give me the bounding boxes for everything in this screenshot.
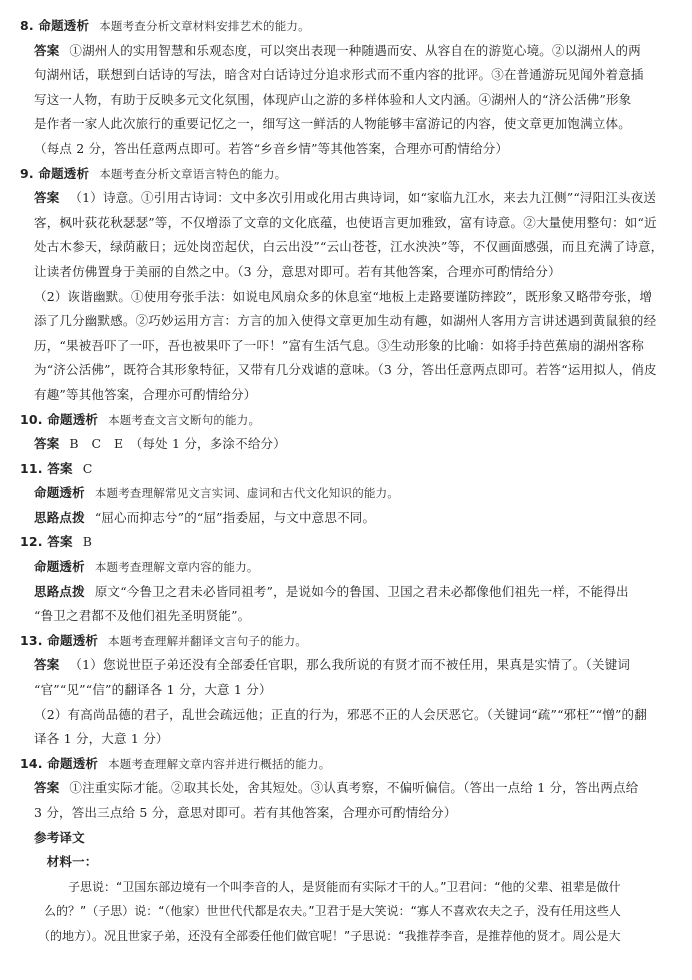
body-text: “屈心而抑志兮”的“屈”指委屈，与文中意思不同。	[94, 509, 376, 525]
body-text: 写这一人物，有助于反映多元文化氛围，体现庐山之游的多样体验和人文内涵。④湖州人的“济公活佛”形象	[34, 91, 632, 107]
text-line	[20, 653, 674, 678]
text-line	[20, 260, 674, 285]
body-text: 让读者仿佛置身于美丽的自然之中。（3 分，意思对即可。若有其他答案，合理亦可酌情给分）	[34, 263, 561, 279]
text-line	[20, 875, 674, 900]
bold-label: 命题透析	[34, 559, 85, 575]
text-line	[20, 309, 674, 334]
body-text: 有趣”等其他答案，合理亦可酌情给分）	[34, 386, 257, 402]
text-line	[20, 112, 674, 137]
body-text: B	[82, 534, 93, 550]
italic-note: 本题考查理解常见文言实词、虚词和古代文化知识的能力。	[94, 486, 400, 501]
text-line	[20, 776, 674, 801]
text-line	[20, 555, 674, 580]
text-line	[20, 63, 674, 88]
text-line	[20, 211, 674, 236]
bold-label: 思路点拨	[34, 583, 85, 599]
body-text: ①湖州人的实用智慧和乐观态度，可以突出表现一种随遇而安、从容自在的游览心境。②以湖州人的两	[69, 42, 641, 58]
text-line	[20, 924, 674, 949]
text-line	[20, 383, 674, 408]
body-text: 子思说：“卫国东部边境有一个叫李音的人，是贤能而有实际才干的人。”卫君问：“他的父辈、祖辈是做什	[20, 879, 621, 894]
bold-label: 参考译文	[34, 829, 85, 845]
body-text: （每点 2 分，答出任意两点即可。若答“乡音乡情”等其他答案，合理亦可酌情给分）	[34, 140, 509, 156]
text-line	[20, 801, 674, 826]
body-text: “官”“见”“信”的翻译各 1 分，大意 1 分）	[34, 682, 272, 698]
body-text: 句湖州话，联想到白话诗的写法，暗含对白话诗过分追求形式而不重内容的批评。③在普通游玩见闻外着意插	[34, 67, 644, 83]
body-text: 历，“果被吾吓了一吓，吾也被果吓了一吓！”富有生活气息。③生动形象的比喻：如将手持芭蕉扇的湖州客称	[34, 337, 645, 353]
text-line	[20, 358, 674, 383]
body-text: B C E （每处 1 分，多涂不给分）	[69, 436, 286, 452]
italic-note: 本题考查分析文章材料安排艺术的能力。	[99, 19, 310, 33]
body-text: （2）有高尚品德的君子，乱世会疏远他；正直的行为，邪恶不正的人会厌恶它。（关键词“疏”“邪枉”“憎”的翻	[34, 706, 647, 722]
italic-note: 本题考查理解并翻译文言句子的能力。	[108, 633, 308, 648]
text-line	[20, 88, 674, 113]
body-text: “鲁卫之君都不及他们祖先圣明贤能”。	[34, 608, 251, 624]
body-text: 么的？”（子思）说：“（他家）世世代代都是农夫。”卫君于是大笑说：“寡人不喜欢农夫之子，没有任用这些人	[20, 904, 621, 919]
bold-label: 答案	[34, 42, 60, 58]
body-text: 译各 1 分，大意 1 分）	[34, 731, 169, 747]
body-text: 处古木参天，绿荫蔽日；远处岗峦起伏，白云出没”“云山苍苍，江水泱泱”等，不仅画面感强，而且充满了诗意，	[34, 239, 664, 255]
body-text: 原文“今鲁卫之君未必皆同祖考”，是说如今的鲁国、卫国之君未必都像他们祖先一样，不能得出	[94, 583, 629, 599]
text-line	[20, 408, 674, 433]
text-line	[20, 727, 674, 752]
body-text: ①注重实际才能。②取其长处，舍其短处。③认真考察，不偏听偏信。（答出一点给 1 分，答出两点给	[69, 780, 639, 796]
body-text: 添了几分幽默感。②巧妙运用方言：方言的加入使得文章更加生动有趣，如湖州人客用方言讲述遇到黄鼠狼的经	[34, 313, 657, 329]
bold-label: 9. 命题透析	[20, 165, 90, 181]
body-text: C	[82, 460, 93, 476]
bold-label: 材料一：	[34, 854, 98, 870]
text-line	[20, 285, 674, 310]
text-line	[20, 162, 674, 187]
text-line	[20, 432, 674, 457]
bold-label: 答案	[34, 436, 60, 452]
body-text: （2）诙谐幽默。①使用夸张手法：如说电风扇众多的休息室“地板上走路要谨防摔跤”，既形象又略带夸张，增	[34, 288, 653, 304]
bold-label: 思路点拨	[34, 509, 85, 525]
text-line	[20, 39, 674, 64]
text-line	[20, 186, 674, 211]
text-line	[20, 334, 674, 359]
text-line	[20, 752, 674, 777]
bold-label: 12. 答案	[20, 534, 73, 550]
bold-label: 答案	[34, 780, 60, 796]
bold-label: 8. 命题透析	[20, 18, 90, 33]
italic-note: 本题考查文言文断句的能力。	[108, 412, 261, 427]
italic-note: 本题考查理解文章内容并进行概括的能力。	[108, 756, 331, 771]
text-line	[20, 604, 674, 629]
text-line	[20, 678, 674, 703]
bold-label: 11. 答案	[20, 460, 73, 476]
text-line	[20, 850, 674, 875]
body-text: 是作者一家人此次旅行的重要记忆之一，细写这一鲜活的人物能够丰富游记的内容，使文章更加饱满立体。	[34, 116, 631, 132]
body-text: （1）诗意。①引用古诗词：文中多次引用或化用古典诗词，如“家临九江水，来去九江侧”“浔阳江头夜送	[69, 190, 657, 206]
text-line	[20, 703, 674, 728]
bold-label: 13. 命题透析	[20, 632, 99, 648]
italic-note: 本题考查理解文章内容的能力。	[94, 560, 259, 575]
text-line	[20, 629, 674, 654]
bold-label: 答案	[34, 657, 60, 673]
bold-label: 答案	[34, 190, 60, 206]
bold-label: 命题透析	[34, 485, 85, 501]
text-line	[20, 457, 674, 482]
text-line	[20, 14, 674, 39]
text-line	[20, 235, 674, 260]
body-text: 客，枫叶荻花秋瑟瑟”等，不仅增添了文章的文化底蕴，也使语言更加雅致，富有诗意。②大量使用整句：如“近	[34, 214, 657, 230]
text-line	[20, 899, 674, 924]
text-line	[20, 826, 674, 851]
body-text: （1）您说世臣子弟还没有全部委任官职，那么我所说的有贤才而不被任用，果真是实情了。（关键词	[69, 657, 631, 673]
body-text: 为“济公活佛”，既符合其形象特征，又带有几分戏谑的意味。（3 分，答出任意两点即可。若答“运用拟人，俏皮	[34, 362, 657, 378]
bold-label: 14. 命题透析	[20, 755, 99, 771]
text-line	[20, 506, 674, 531]
body-text: （的地方）。况且世家子弟，还没有全部委任他们做官呢！”子思说：“我推荐李音，是推荐他的贤才。周公是大	[20, 928, 621, 943]
italic-note: 本题考查分析文章语言特色的能力。	[99, 166, 287, 181]
text-line	[20, 580, 674, 605]
text-line	[20, 137, 674, 162]
text-line	[20, 530, 674, 555]
text-line	[20, 481, 674, 506]
body-text: 3 分，答出三点给 5 分，意思对即可。若有其他答案，合理亦可酌情给分）	[34, 805, 457, 820]
bold-label: 10. 命题透析	[20, 411, 99, 427]
